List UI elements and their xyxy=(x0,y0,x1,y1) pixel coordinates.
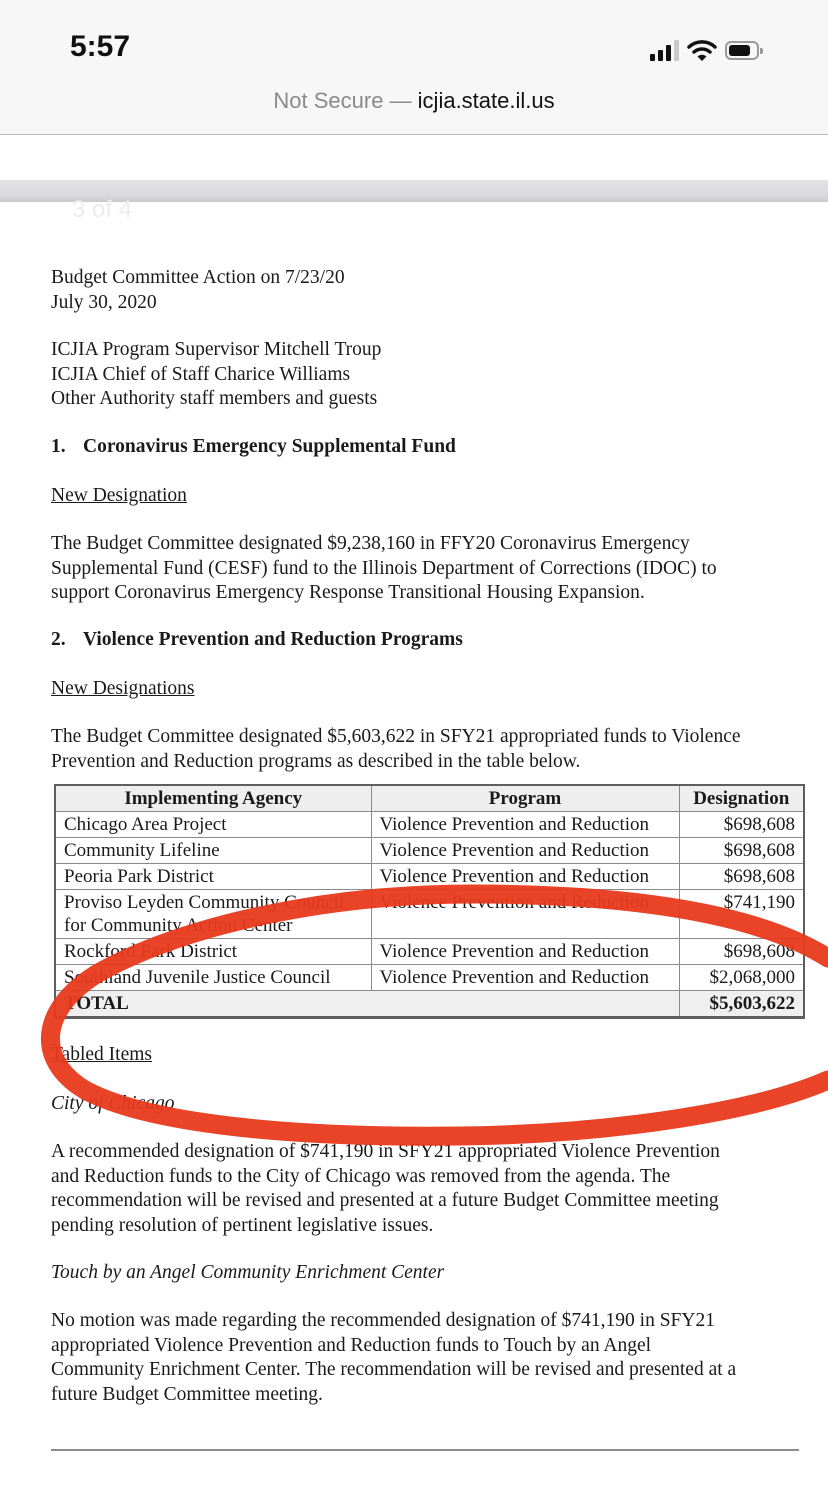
column-header: Implementing Agency xyxy=(55,785,371,812)
tabled-item-title: City of Chicago xyxy=(51,1093,175,1114)
address-bar[interactable] xyxy=(0,88,828,114)
url-domain: icjia.state.il.us xyxy=(417,88,555,113)
agency-cell: Peoria Park District xyxy=(55,864,371,890)
body-line: No motion was made regarding the recommended designation of $741,190 in SFY21 xyxy=(51,1310,715,1331)
program-cell: Violence Prevention and Reduction xyxy=(371,812,679,838)
section-number: 2. xyxy=(51,629,66,650)
battery-icon xyxy=(725,41,759,60)
tabled-item-body xyxy=(51,1309,811,1407)
attendee-list xyxy=(51,338,811,412)
amount-cell: $698,608 xyxy=(679,838,804,864)
wifi-icon xyxy=(687,38,717,62)
table-row xyxy=(55,838,804,864)
amount-cell: $741,190 xyxy=(679,890,804,939)
amount-cell: $698,608 xyxy=(679,939,804,965)
agency-cell: Southland Juvenile Justice Council xyxy=(55,965,371,991)
section-1-subheading: New Designation xyxy=(51,485,187,506)
designation-table xyxy=(54,784,805,1019)
body-line: future Budget Committee meeting. xyxy=(51,1383,323,1405)
agency-cell: Community Lifeline xyxy=(55,838,371,864)
section-number: 1. xyxy=(51,436,66,457)
header-line: July 30, 2020 xyxy=(51,291,157,313)
tabled-item-body xyxy=(51,1140,811,1238)
program-cell: Violence Prevention and Reduction xyxy=(371,890,679,939)
table-row xyxy=(55,939,804,965)
url-separator: — xyxy=(383,88,418,113)
section-title: Violence Prevention and Reduction Programs xyxy=(83,629,463,650)
status-time: 5:57 xyxy=(70,30,131,63)
table-total-row xyxy=(55,991,804,1018)
table-row xyxy=(55,812,804,838)
page-indicator: 3 of 4 xyxy=(72,196,133,223)
agency-cell: Proviso Leyden Community Council for Community Action Center xyxy=(55,890,371,939)
table-row xyxy=(55,965,804,991)
document-header xyxy=(51,266,811,315)
program-cell: Violence Prevention and Reduction xyxy=(371,838,679,864)
section-2-subheading: New Designations xyxy=(51,678,195,699)
cellular-signal-icon xyxy=(650,39,679,61)
tabled-items-heading: Tabled Items xyxy=(51,1044,152,1065)
amount-cell: $698,608 xyxy=(679,812,804,838)
total-amount: $5,603,622 xyxy=(679,991,804,1018)
section-2-body xyxy=(51,725,811,774)
program-cell: Violence Prevention and Reduction xyxy=(371,939,679,965)
body-line: pending resolution of pertinent legislative issues. xyxy=(51,1214,434,1236)
body-line: Prevention and Reduction programs as described in the table below. xyxy=(51,750,581,772)
body-line: support Coronavirus Emergency Response Transitional Housing Expansion. xyxy=(51,582,645,603)
section-1-body xyxy=(51,532,811,606)
column-header: Designation xyxy=(679,785,804,812)
column-header: Program xyxy=(371,785,679,812)
body-line: The Budget Committee designated $5,603,622 in SFY21 appropriated funds to Violence xyxy=(51,726,741,747)
attendee: ICJIA Chief of Staff Charice Williams xyxy=(51,363,351,385)
body-line: The Budget Committee designated $9,238,160 in FFY20 Coronavirus Emergency xyxy=(51,533,690,554)
table-header-row xyxy=(55,785,804,812)
status-icons xyxy=(650,36,759,64)
attendee: Other Authority staff members and guests xyxy=(51,388,378,409)
amount-cell: $698,608 xyxy=(679,864,804,890)
browser-chrome xyxy=(0,0,828,135)
security-label: Not Secure xyxy=(273,88,384,113)
table-row xyxy=(55,890,804,939)
table-row xyxy=(55,864,804,890)
amount-cell: $2,068,000 xyxy=(679,965,804,991)
section-1-heading xyxy=(51,435,811,460)
body-line: appropriated Violence Prevention and Reduction funds to Touch by an Angel xyxy=(51,1334,652,1356)
body-line: A recommended designation of $741,190 in SFY21 appropriated Violence Prevention xyxy=(51,1141,720,1162)
attendee: ICJIA Program Supervisor Mitchell Troup xyxy=(51,339,382,360)
body-line: Supplemental Fund (CESF) fund to the Illinois Department of Corrections (IDOC) to xyxy=(51,557,717,579)
footer-divider xyxy=(51,1449,799,1451)
body-line: recommendation will be revised and presented at a future Budget Committee meeting xyxy=(51,1190,719,1211)
section-2-heading xyxy=(51,628,811,653)
program-cell: Violence Prevention and Reduction xyxy=(371,864,679,890)
header-line: Budget Committee Action on 7/23/20 xyxy=(51,267,345,288)
tabled-item-title: Touch by an Angel Community Enrichment Center xyxy=(51,1262,445,1283)
section-title: Coronavirus Emergency Supplemental Fund xyxy=(83,436,456,457)
body-line: and Reduction funds to the City of Chicago was removed from the agenda. The xyxy=(51,1165,671,1187)
body-line: Community Enrichment Center. The recommendation will be revised and presented at a xyxy=(51,1359,737,1380)
program-cell: Violence Prevention and Reduction xyxy=(371,965,679,991)
total-label: TOTAL xyxy=(55,991,679,1018)
agency-cell: Rockford Park District xyxy=(55,939,371,965)
agency-cell: Chicago Area Project xyxy=(55,812,371,838)
